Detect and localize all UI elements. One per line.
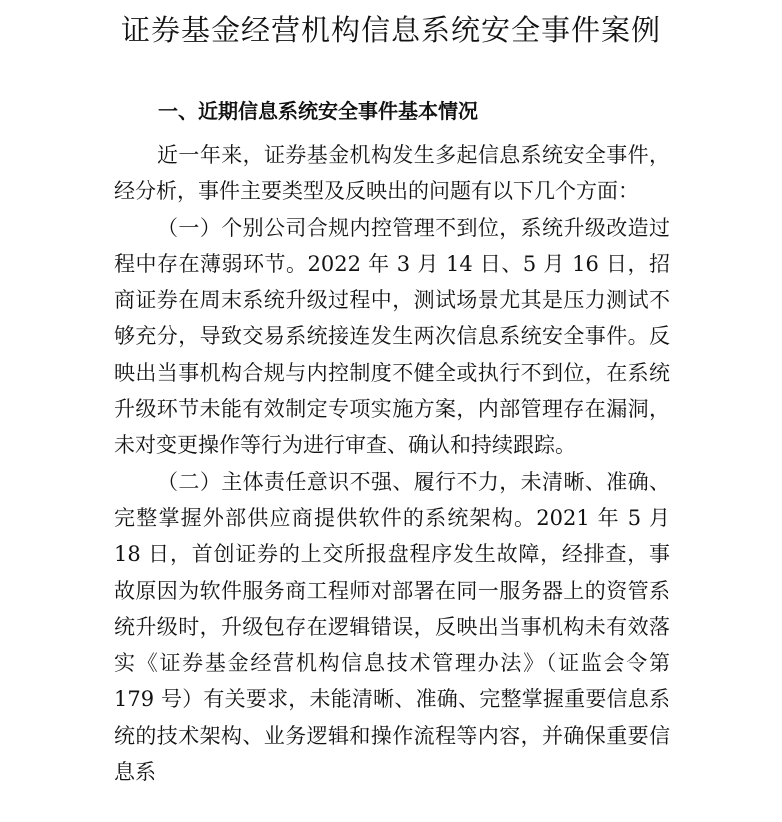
paragraph-intro: 近一年来，证券基金机构发生多起信息系统安全事件，经分析，事件主要类型及反映出的问题有以下几个方面： [114,143,670,204]
section-heading: 一、近期信息系统安全事件基本情况 [158,99,478,123]
document-title: 证券基金经营机构信息系统安全事件案例 [120,13,661,47]
paragraph-item-2: （二）主体责任意识不强、履行不力，未清晰、准确、完整掌握外部供应商提供软件的系统架构。2021 年 5 月 18 日，首创证券的上交所报盘程序发生故障，经排查，事故原因为软件服务商工程师对部署在同一服务器上的资管系统升级时，升级包存在逻辑错误，反映出当事机构未有效落实《证券基金经营机构信息技术管理办法》（证监会令第 179 号）有关要求，未能清晰、准确、完整掌握重要信息系统的技术架构、业务逻辑和操作流程等内容，并确保重要信息系 [114,469,670,785]
document-body [114,137,670,790]
paragraph-item-1: （一）个别公司合规内控管理不到位，系统升级改造过程中存在薄弱环节。2022 年 3 月 14 日、5 月 16 日，招商证券在周末系统升级过程中，测试场景尤其是压力测试不够充分，导致交易系统接连发生两次信息系统安全事件。反映出当事机构合规与内控制度不健全或执行不到位，在系统升级环节未能有效制定专项实施方案，内部管理存在漏洞，未对变更操作等行为进行审查、确认和持续跟踪。 [114,215,670,458]
